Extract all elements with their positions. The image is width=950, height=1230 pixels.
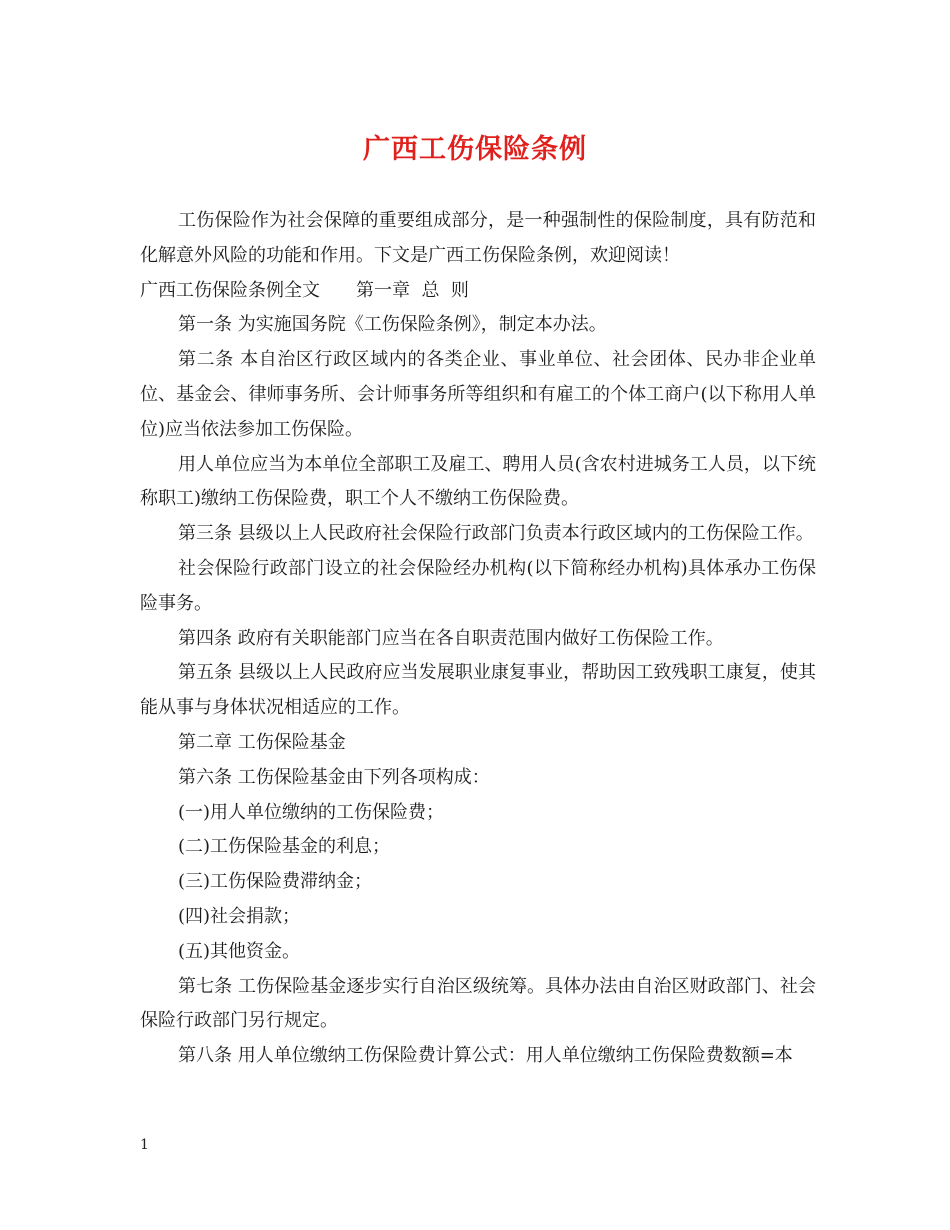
paragraph: 第七条 工伤保险基金逐步实行自治区级统筹。具体办法由自治区财政部门、社会保险行政部门另行规定。 [140, 975, 816, 1032]
paragraph: (四)社会捐款； [178, 905, 301, 927]
paragraph: 第三条 县级以上人民政府社会保险行政部门负责本行政区域内的工伤保险工作。 [178, 523, 814, 545]
paragraph: 广西工伤保险条例全文 第一章 总 则 [140, 279, 469, 301]
paragraph: 第一条 为实施国务院《工伤保险条例》，制定本办法。 [178, 314, 607, 336]
paragraph: 社会保险行政部门设立的社会保险经办机构(以下简称经办机构)具体承办工伤保险事务。 [140, 557, 816, 614]
paragraph: (一)用人单位缴纳的工伤保险费； [178, 801, 445, 823]
paragraph: 第四条 政府有关职能部门应当在各自职责范围内做好工伤保险工作。 [178, 627, 724, 649]
paragraph: 用人单位应当为本单位全部职工及雇工、聘用人员(含农村进城务工人员，以下统称职工)缴纳工伤保险费，职工个人不缴纳工伤保险费。 [140, 453, 816, 510]
paragraph: 第二条 本自治区行政区域内的各类企业、事业单位、社会团体、民办非企业单位、基金会、律师事务所、会计师事务所等组织和有雇工的个体工商户(以下称用人单位)应当依法参加工伤保险。 [140, 349, 816, 440]
paragraph: 工伤保险作为社会保障的重要组成部分，是一种强制性的保险制度，具有防范和化解意外风险的功能和作用。下文是广西工伤保险条例，欢迎阅读！ [140, 210, 816, 266]
page-number: 1 [140, 1137, 149, 1153]
paragraph: 第二章 工伤保险基金 [178, 731, 346, 753]
paragraph: (三)工伤保险费滞纳金； [178, 871, 373, 893]
document-body [140, 204, 816, 1074]
document-title: 广西工伤保险条例 [363, 134, 587, 165]
paragraph: (二)工伤保险基金的利息； [178, 836, 391, 858]
paragraph: (五)其他资金。 [178, 940, 301, 962]
paragraph: 第六条 工伤保险基金由下列各项构成： [178, 766, 490, 788]
paragraph: 第五条 县级以上人民政府应当发展职业康复事业，帮助因工致残职工康复，使其能从事与身体状况相适应的工作。 [140, 662, 816, 719]
paragraph: 第八条 用人单位缴纳工伤保险费计算公式：用人单位缴纳工伤保险费数额=本 [178, 1045, 793, 1067]
